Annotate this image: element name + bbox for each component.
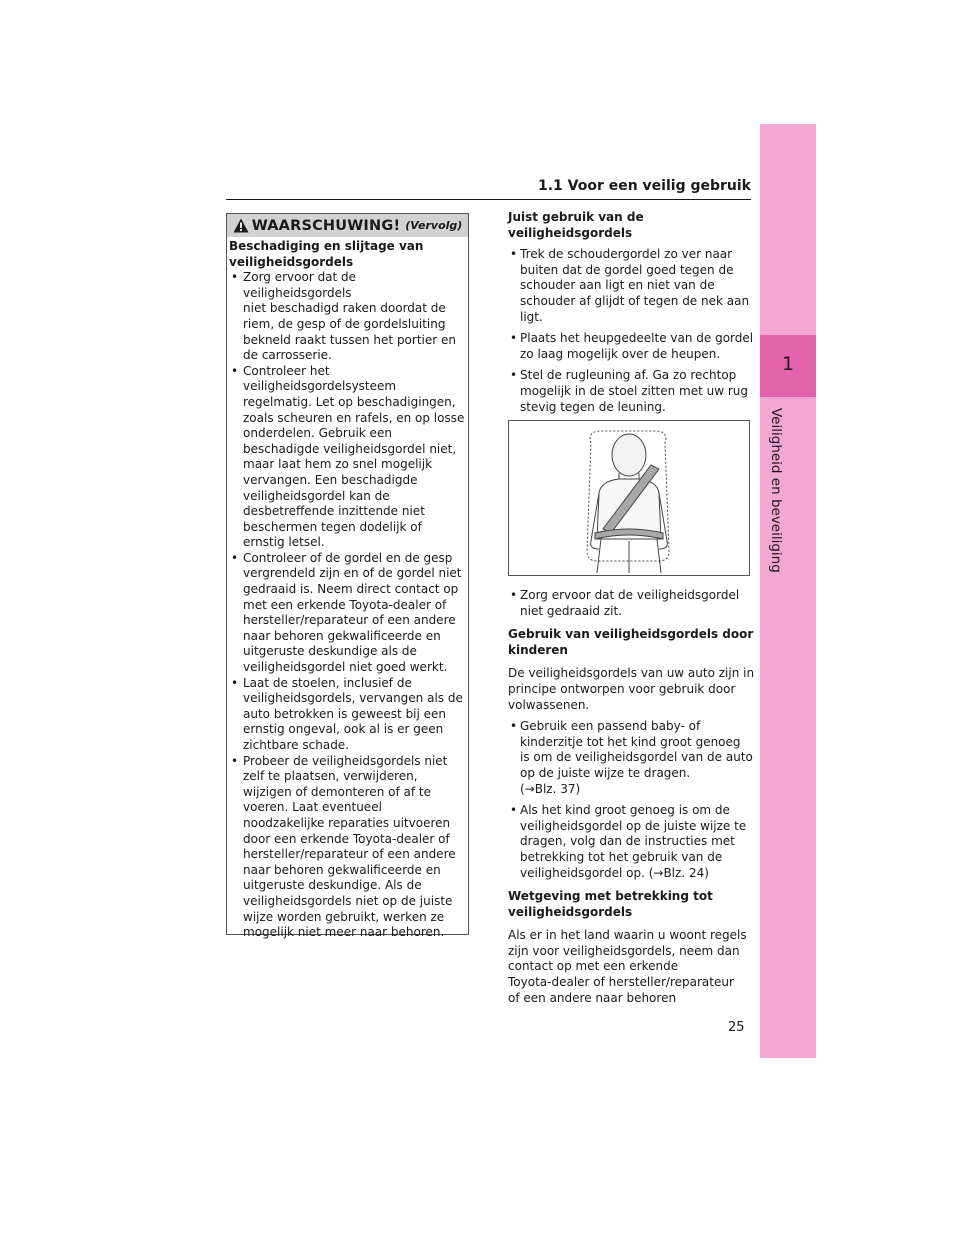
right-column-bottom: [508, 588, 756, 1006]
warning-box: [226, 213, 469, 940]
seatbelt-illustration: [508, 420, 750, 576]
warning-triangle-icon: [233, 218, 249, 233]
warning-title: WAARSCHUWING!: [251, 217, 401, 234]
warning-item: • Laat de stoelen, inclusief de veiligheidsgordels, vervangen als de auto betrokken is geweest bij een ernstig ongeval, ook al is er geen zichtbare schade.: [231, 675, 463, 752]
list-item: • Gebruik een passend baby- of kinderzitje tot het kind groot genoeg is om de veiligheidsgordel van de auto op de juiste wijze te dragen. (→Blz. 37): [508, 719, 756, 797]
warning-section-heading: Beschadiging en slijtage van veiligheidsgordels: [229, 239, 424, 269]
warning-header: [227, 214, 468, 237]
seated-person-icon: [509, 421, 749, 575]
right-column-top: [508, 210, 756, 415]
paragraph-children: De veiligheidsgordels van uw auto zijn in principe ontworpen voor gebruik door volwassenen.: [508, 666, 755, 712]
paragraph-legislation: Als er in het land waarin u woont regels zijn voor veiligheidsgordels, neem dan contact op met een erkende Toyota-dealer of hersteller/reparateur of een andere naar behoren: [508, 928, 747, 1005]
list-item: • Trek de schoudergordel zo ver naar buiten dat de gordel goed tegen de schouder aan ligt en niet van de schouder af glijdt of tegen de nek aan ligt.: [510, 247, 750, 324]
page-header: [226, 176, 751, 200]
warning-item: • Zorg ervoor dat de veiligheidsgordels niet beschadigd raken doordat de riem, de gesp of de gordelsluiting bekneld raakt tussen het portier en de carrosserie.: [231, 270, 456, 363]
heading-legislation: Wetgeving met betrekking tot veiligheidsgordels: [508, 889, 713, 919]
warning-item: • Controleer of de gordel en de gesp vergrendeld zijn en of de gordel niet gedraaid is. Neem direct contact op met een erkende Toyota-dealer of hersteller/reparateur of een andere naar behoren gekwalificeerde en uitgeruste deskundige als de veiligheidsgordel niet goed werkt.: [231, 550, 462, 675]
section-title: 1.1 Voor een veilig gebruik: [537, 178, 751, 194]
list-item: • Als het kind groot genoeg is om de veiligheidsgordel op de juiste wijze te dragen, volg dan de instructies met betrekking tot het gebruik van de veiligheidsgordel op. (→Blz. 24): [508, 803, 756, 881]
warning-body: [227, 237, 468, 941]
list-item: • Stel de rugleuning af. Ga zo rechtop mogelijk in de stoel zitten met uw rug stevig tegen de leuning.: [510, 368, 749, 414]
warning-item: • Controleer het veiligheidsgordelsysteem regelmatig. Let op beschadigingen, zoals scheuren en rafels, en op losse onderdelen. Gebruik een beschadigde veiligheidsgordel niet, maar laat hem zo snel mogelijk vervangen. Een beschadigde veiligheidsgordel kan de desbetreffende inzittende niet beschermen tegen dodelijk of ernstig letsel.: [231, 363, 465, 550]
heading-correct-use: Juist gebruik van de veiligheidsgordels: [508, 210, 644, 240]
warning-item: • Probeer de veiligheidsgordels niet zelf te plaatsen, verwijderen, wijzigen of demonteren of af te voeren. Laat eventueel noodzakelijke reparaties uitvoeren door een erkende Toyota-dealer of hersteller/reparateur of een andere naar behoren gekwalificeerde en uitgeruste deskundige. Als de veiligheidsgordels niet op de juiste wijze worden gebruikt, werken ze mogelijk niet meer naar behoren.: [231, 753, 456, 940]
heading-children: Gebruik van veiligheidsgordels door kinderen: [508, 627, 754, 657]
chapter-number-box: [760, 335, 816, 397]
warning-subtitle: (Vervolg): [405, 219, 463, 232]
page-reference-link[interactable]: (→Blz. 37): [520, 781, 581, 796]
chapter-number: 1: [781, 353, 795, 375]
page-reference-link[interactable]: veiligheidsgordel op. (→Blz. 24): [520, 865, 709, 880]
chapter-label: Veiligheid en beveiliging: [768, 408, 784, 573]
list-item: • Plaats het heupgedeelte van de gordel zo laag mogelijk over de heupen.: [510, 331, 754, 361]
page-number: 25: [728, 1020, 745, 1035]
list-item: • Zorg ervoor dat de veiligheidsgordel niet gedraaid zit.: [510, 588, 740, 618]
chapter-side-tab: [760, 124, 816, 1058]
